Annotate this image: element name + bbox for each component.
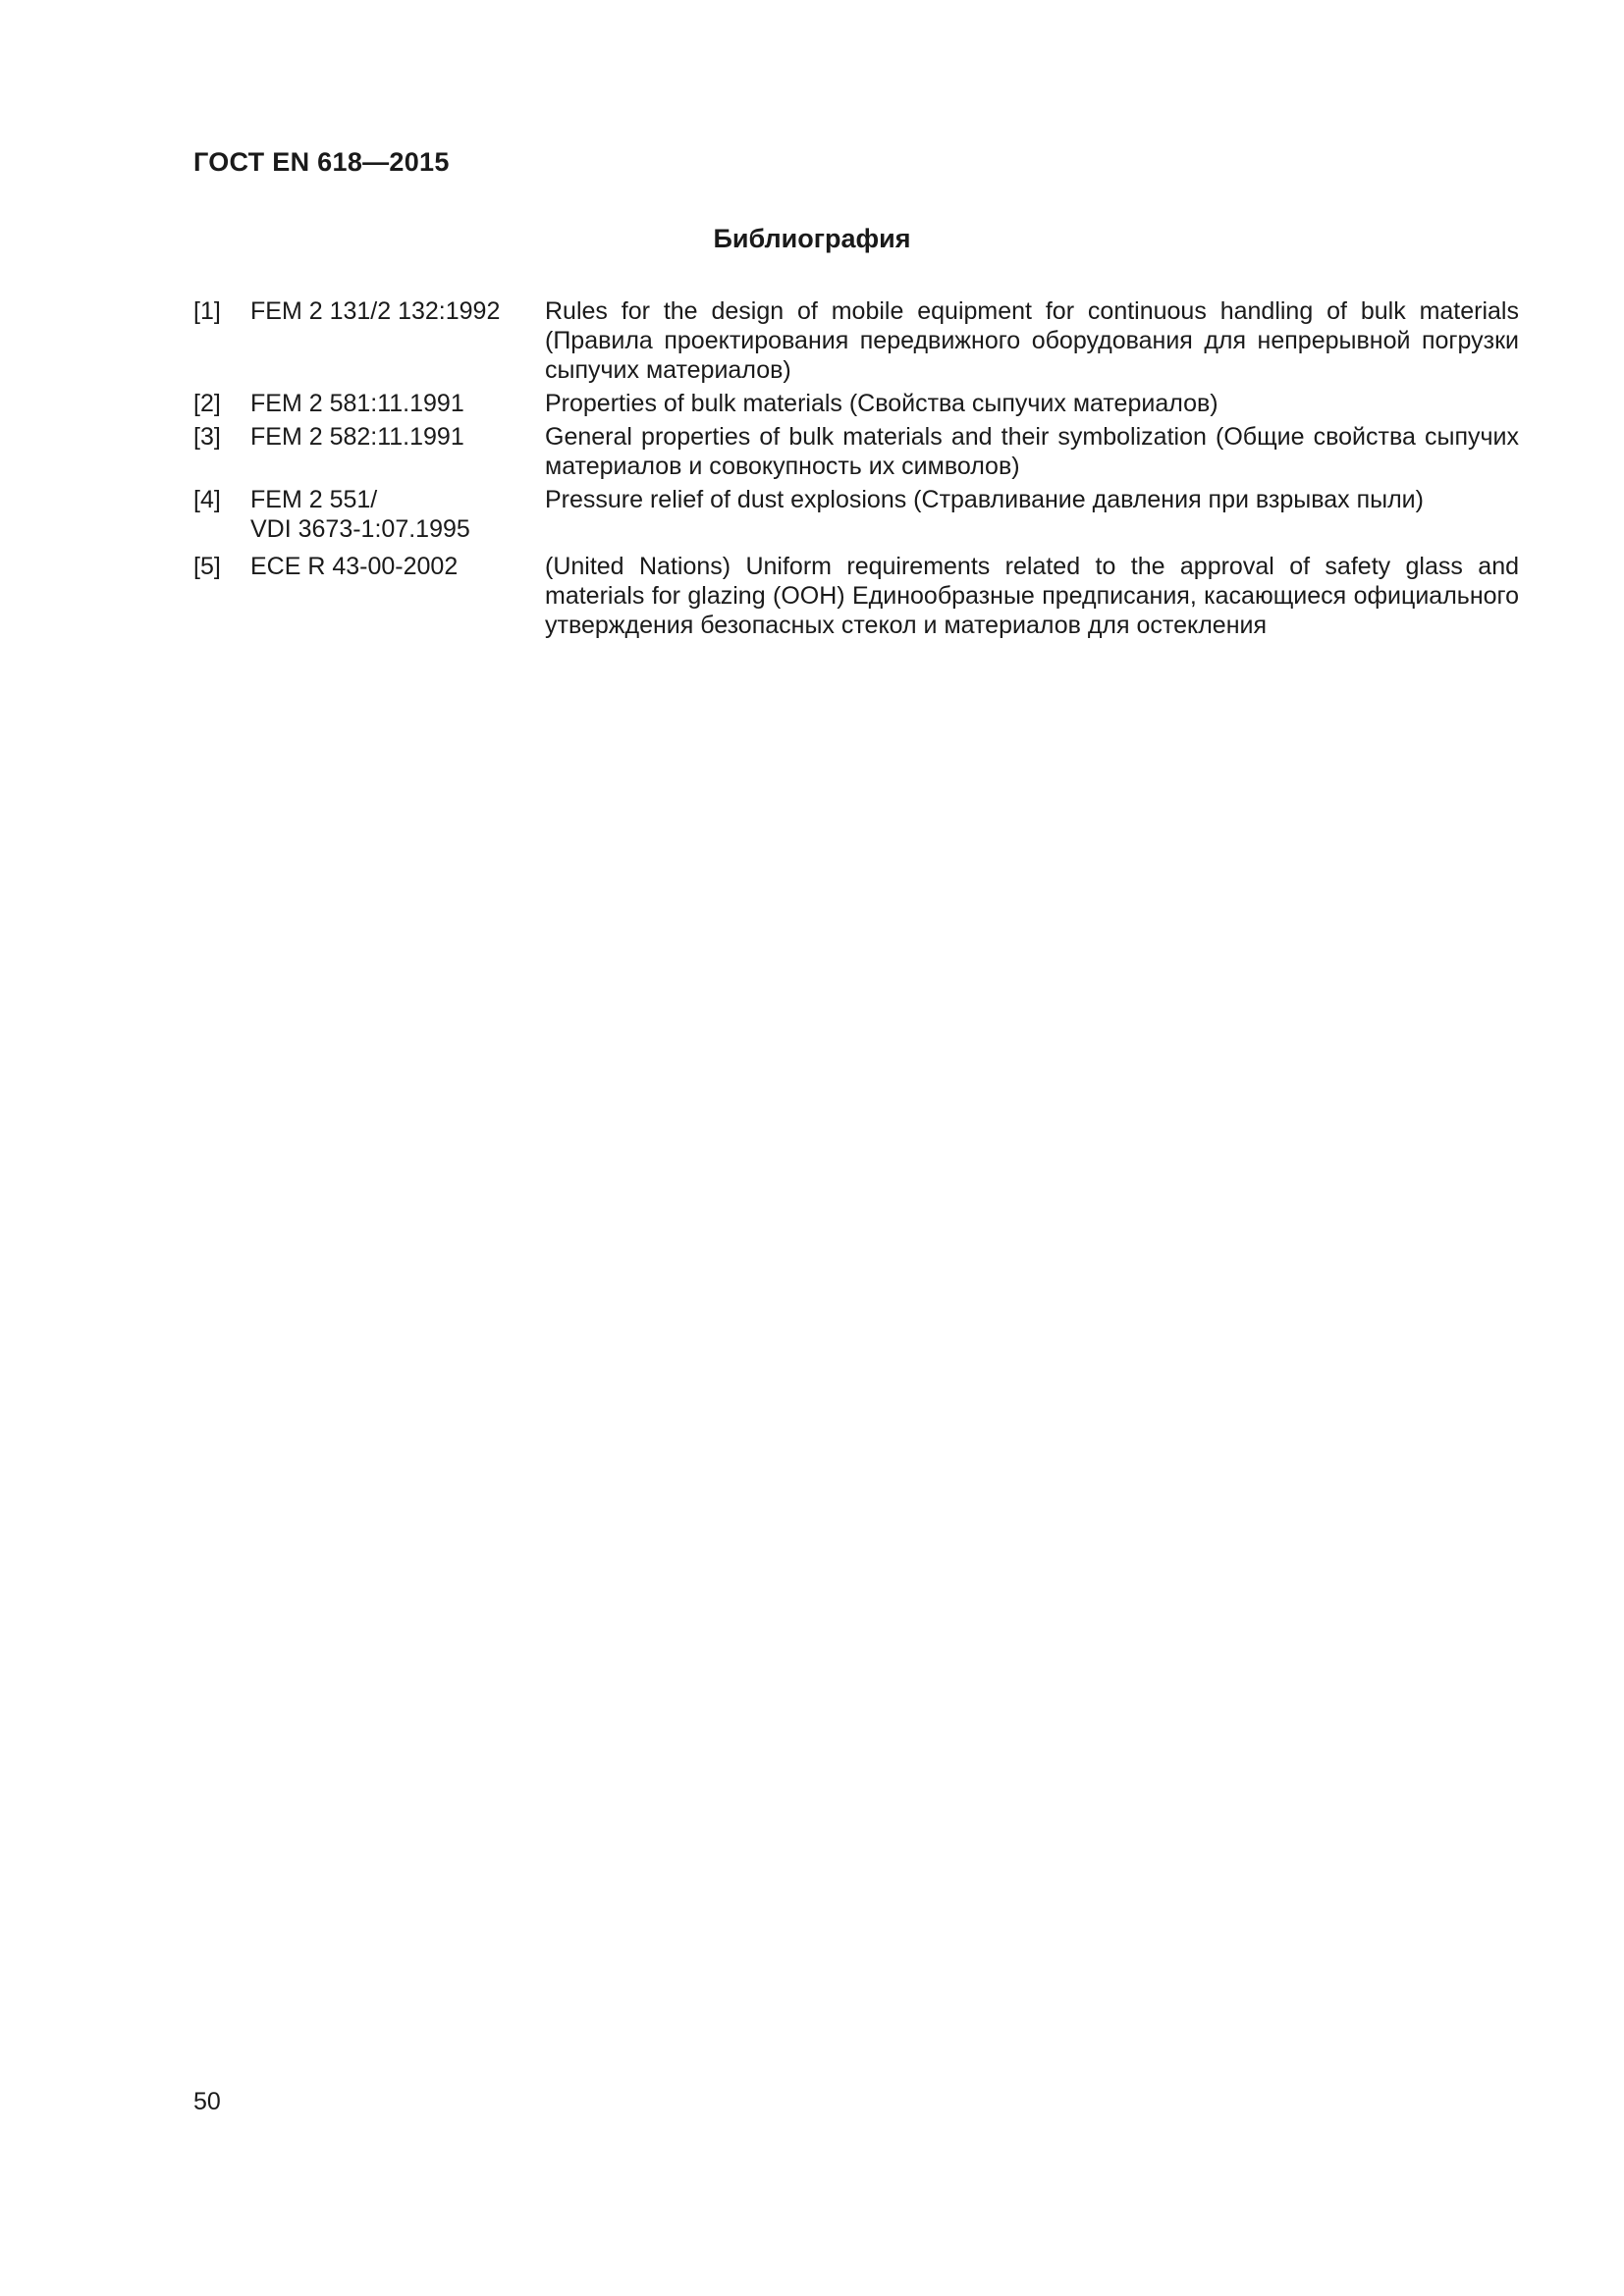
reference-code-line: FEM 2 131/2 132:1992 <box>250 297 501 325</box>
reference-description: Pressure relief of dust explosions (Стравливание давления при взрывах пыли) <box>545 486 1424 513</box>
reference-code-line: FEM 2 551/ <box>250 486 378 513</box>
reference-code <box>250 296 545 389</box>
reference-number: [4] <box>193 486 221 513</box>
document-code: ГОСТ EN 618—2015 <box>193 147 450 177</box>
reference-code <box>250 552 545 644</box>
reference-code <box>250 422 545 485</box>
reference-code <box>250 389 545 422</box>
reference-row <box>193 552 1519 644</box>
reference-number: [3] <box>193 423 221 451</box>
reference-code-line: FEM 2 581:11.1991 <box>250 390 464 417</box>
reference-description: (United Nations) Uniform requirements related to the approval of safety glass and materials for glazing (ООН) Единообразные предписания, касающиеся официального утверждения безопасных стекол и материалов для остекления <box>545 553 1519 639</box>
reference-description: Rules for the design of mobile equipment for continuous handling of bulk materials (Правила проектирования передвижного оборудования для непрерывной погрузки сыпучих материалов) <box>545 297 1519 384</box>
reference-number: [2] <box>193 390 221 417</box>
reference-number: [1] <box>193 297 221 325</box>
bibliography-table <box>193 296 1519 644</box>
reference-number: [5] <box>193 553 221 580</box>
reference-code-line: ECE R 43-00-2002 <box>250 553 459 580</box>
reference-code <box>250 485 545 552</box>
reference-code-line: FEM 2 582:11.1991 <box>250 423 464 451</box>
reference-code-line-2: VDI 3673-1:07.1995 <box>250 515 470 543</box>
bibliography-title: Библиография <box>713 224 911 253</box>
page-number: 50 <box>193 2088 221 2115</box>
reference-row <box>193 485 1519 552</box>
reference-description: Properties of bulk materials (Свойства сыпучих материалов) <box>545 390 1218 417</box>
reference-row <box>193 389 1519 422</box>
reference-row <box>193 296 1519 389</box>
reference-description: General properties of bulk materials and their symbolization (Общие свойства сыпучих материалов и совокупность их символов) <box>545 423 1519 480</box>
reference-row <box>193 422 1519 485</box>
